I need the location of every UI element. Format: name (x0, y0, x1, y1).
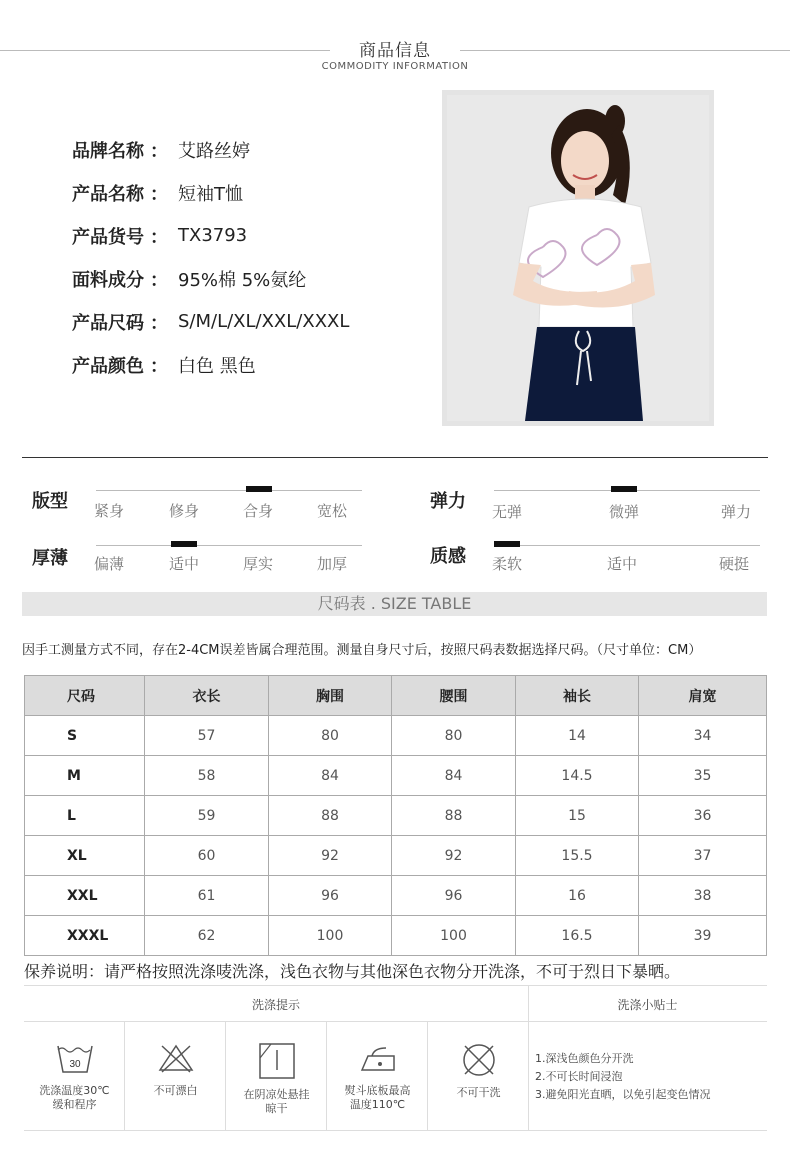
attr-fit-option: 合身 (243, 502, 274, 520)
table-cell: 36 (639, 796, 767, 836)
table-cell: 92 (392, 836, 516, 876)
table-cell: 84 (392, 756, 516, 796)
table-row (25, 916, 767, 956)
wash-caption: 不可干洗 (456, 1086, 501, 1099)
table-cell: 15 (516, 796, 639, 836)
table-cell: 57 (145, 716, 269, 756)
column-header: 尺码 (25, 676, 145, 716)
attr-texture-option: 柔软 (492, 555, 523, 573)
column-header: 胸围 (269, 676, 392, 716)
attr-elasticity-option: 无弹 (492, 503, 523, 521)
table-cell: 16 (516, 876, 639, 916)
product-info (72, 128, 349, 386)
attr-texture-option: 适中 (607, 555, 638, 573)
info-row-sizes: 产品尺码 ： S/M/L/XL/XXL/XXXL (72, 311, 350, 334)
table-cell: 35 (639, 756, 767, 796)
table-cell: XL (25, 836, 145, 876)
attr-texture-marker (494, 541, 520, 547)
info-row-fabric: 面料成分 ： 95%棉 5%氨纶 (72, 269, 307, 291)
table-cell: 92 (269, 836, 392, 876)
attr-texture-line (494, 545, 760, 546)
size-table (24, 675, 767, 956)
care-instructions: 保养说明：请严格按照洗涤唛洗涤，浅色衣物与其他深色衣物分开洗涤，不可于烈日下暴晒。 (24, 962, 681, 981)
hang-dry-shade-icon (257, 1042, 297, 1080)
attr-fit-option: 紧身 (94, 502, 125, 520)
table-row (25, 796, 767, 836)
table-cell: 80 (392, 716, 516, 756)
wash-tip: 2.不可长时间浸泡 (535, 1070, 623, 1083)
attr-elasticity-marker (611, 486, 637, 492)
attr-texture-label: 质感 (430, 546, 466, 567)
attr-thickness-option: 偏薄 (94, 555, 125, 573)
no-bleach-icon (156, 1042, 196, 1076)
table-cell: 58 (145, 756, 269, 796)
wash-tip: 1.深浅色颜色分开洗 (535, 1052, 634, 1065)
wash-item (125, 1022, 226, 1130)
table-cell: 84 (269, 756, 392, 796)
attr-thickness-option: 适中 (169, 555, 200, 573)
info-row-brand: 品牌名称 ： 艾路丝婷 (72, 140, 250, 162)
attr-elasticity-option: 微弹 (609, 503, 640, 521)
wash-top-line (24, 985, 767, 986)
table-row (25, 716, 767, 756)
wash-caption: 缓和程序 (52, 1098, 97, 1111)
table-cell: 88 (269, 796, 392, 836)
attr-fit-label: 版型 (32, 491, 68, 512)
table-cell: 14.5 (516, 756, 639, 796)
table-cell: 15.5 (516, 836, 639, 876)
column-header: 衣长 (145, 676, 269, 716)
wash-caption: 在阴凉处悬挂 (243, 1088, 310, 1101)
attr-fit-option: 修身 (169, 502, 200, 520)
wash-caption: 温度110℃ (349, 1098, 406, 1111)
wash-item (226, 1022, 327, 1130)
attr-fit-option: 宽松 (317, 502, 348, 520)
table-cell: L (25, 796, 145, 836)
wash-item (428, 1022, 529, 1130)
info-row-sku: 产品货号 ： TX3793 (72, 225, 248, 248)
product-photo (442, 90, 714, 426)
wash-caption: 晾干 (265, 1102, 288, 1115)
table-cell: 16.5 (516, 916, 639, 956)
section-subtitle: COMMODITY INFORMATION (321, 61, 469, 72)
table-cell: M (25, 756, 145, 796)
divider-rule (22, 457, 768, 458)
info-row-name: 产品名称 ： 短袖T恤 (72, 183, 243, 205)
svg-text:30: 30 (68, 1059, 81, 1070)
table-cell: 34 (639, 716, 767, 756)
wash-caption: 不可漂白 (153, 1084, 198, 1097)
table-cell: XXXL (25, 916, 145, 956)
wash-caption: 熨斗底板最高 (344, 1084, 411, 1097)
wash-bottom-line (24, 1130, 767, 1131)
attr-fit-line (96, 490, 362, 491)
section-title: 商品信息 (359, 41, 431, 61)
table-cell: 39 (639, 916, 767, 956)
table-cell: 96 (269, 876, 392, 916)
size-table-note: 因手工测量方式不同，存在2-4CM误差皆属合理范围。测量自身尺寸后，按照尺码表数据选择尺码。（尺寸单位：CM） (22, 643, 702, 658)
table-row (25, 836, 767, 876)
wash-tips (535, 1050, 711, 1104)
table-cell: 100 (269, 916, 392, 956)
size-table-banner: 尺码表 . SIZE TABLE (22, 592, 767, 616)
table-cell: 96 (392, 876, 516, 916)
table-header-row (25, 676, 767, 716)
table-cell: 37 (639, 836, 767, 876)
table-row (25, 756, 767, 796)
attr-fit-marker (246, 486, 272, 492)
wash-header-left: 洗涤提示 (251, 998, 300, 1012)
table-cell: 14 (516, 716, 639, 756)
wash-tip: 3.避免阳光直晒，以免引起变色情况 (535, 1088, 711, 1101)
attr-thickness-option: 加厚 (317, 555, 348, 573)
attr-thickness-marker (171, 541, 197, 547)
wash-item (24, 1022, 125, 1130)
table-cell: 100 (392, 916, 516, 956)
table-row (25, 876, 767, 916)
attr-elasticity-label: 弹力 (430, 491, 466, 512)
wash-30-icon (55, 1042, 95, 1076)
column-header: 腰围 (392, 676, 516, 716)
table-cell: 38 (639, 876, 767, 916)
table-cell: 60 (145, 836, 269, 876)
table-cell: 88 (392, 796, 516, 836)
attr-texture-option: 硬挺 (719, 555, 750, 573)
table-cell: S (25, 716, 145, 756)
attr-thickness-line (96, 545, 362, 546)
attr-elasticity-option: 弹力 (721, 503, 752, 521)
wash-item (327, 1022, 428, 1130)
table-cell: XXL (25, 876, 145, 916)
column-header: 袖长 (516, 676, 639, 716)
no-dry-clean-icon (459, 1042, 499, 1078)
iron-110-icon (358, 1042, 398, 1076)
attr-thickness-option: 厚实 (243, 555, 274, 573)
table-cell: 62 (145, 916, 269, 956)
table-cell: 59 (145, 796, 269, 836)
column-header: 肩宽 (639, 676, 767, 716)
info-row-colors: 产品颜色 ： 白色 黑色 (72, 355, 256, 377)
table-cell: 80 (269, 716, 392, 756)
wash-header-right: 洗涤小贴士 (617, 998, 678, 1012)
attr-thickness-label: 厚薄 (32, 548, 68, 569)
wash-caption: 洗涤温度30℃ (39, 1084, 110, 1097)
table-cell: 61 (145, 876, 269, 916)
